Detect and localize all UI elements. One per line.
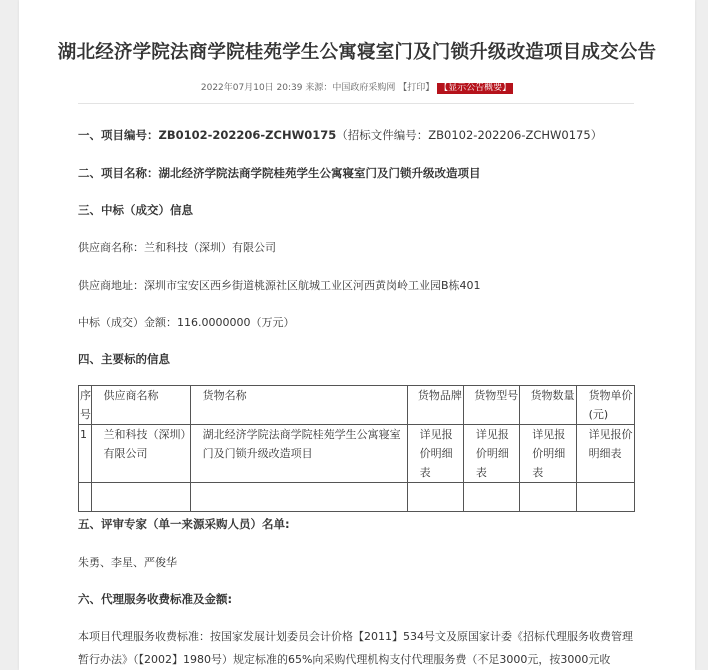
table-cell: 兰和科技（深圳）有限公司 xyxy=(91,425,190,483)
announcement-page xyxy=(19,0,695,670)
tender-document-number: （招标文件编号：ZB0102-202206-ZCHW0175） xyxy=(336,128,603,142)
table-cell: 详见报价明细表 xyxy=(463,425,519,483)
table-header-cell: 货物数量 xyxy=(520,386,576,425)
table-cell: 详见报价明细表 xyxy=(520,425,576,483)
table-header-row xyxy=(79,386,635,425)
section-main-items-heading: 四、主要标的信息 xyxy=(78,352,170,366)
meta-line xyxy=(19,80,695,94)
section-award-info-heading: 三、中标（成交）信息 xyxy=(78,203,193,217)
show-summary-button[interactable]: 【显示公告概要】 xyxy=(439,83,512,93)
table-cell: 1 xyxy=(79,425,92,483)
section-review-experts-heading: 五、评审专家（单一来源采购人员）名单: xyxy=(78,517,290,531)
date-source: 2022年07月10日 20:39 来源：中国政府采购网 xyxy=(200,83,396,93)
table-cell: 详见报价明细表 xyxy=(576,425,634,483)
table-header-cell: 货物品牌 xyxy=(407,386,463,425)
agency-fee-text-line2: 暂行办法》（【2002】1980号）规定标准的65%向采购代理机构支付代理服务费（不足3000元，按3000元收 xyxy=(78,653,611,666)
section-project-number xyxy=(78,127,602,143)
project-number-heading: 一、项目编号：ZB0102-202206-ZCHW0175 xyxy=(78,128,337,142)
main-items-table xyxy=(78,385,635,512)
table-cell: 详见报价明细表 xyxy=(407,425,463,483)
table-header-cell: 货物型号 xyxy=(463,386,519,425)
page-title: 湖北经济学院法商学院桂苑学生公寓寝室门及门锁升级改造项目成交公告 xyxy=(57,42,657,63)
supplier-address: 供应商地址：深圳市宝安区西乡街道桃源社区航城工业区河西黄岗岭工业园B栋401 xyxy=(78,279,481,292)
table-row xyxy=(79,425,635,483)
print-link[interactable]: 【打印】 xyxy=(398,83,435,93)
header-divider xyxy=(78,103,634,104)
section-project-name: 二、项目名称：湖北经济学院法商学院桂苑学生公寓寝室门及门锁升级改造项目 xyxy=(78,166,481,180)
agency-fee-text-line1: 本项目代理服务收费标准：按国家发展计划委员会计价格【2011】534号文及原国家计委《招标代理服务收费管理 xyxy=(78,630,633,643)
review-experts-names: 朱勇、李星、严俊华 xyxy=(78,556,177,569)
supplier-name: 供应商名称：兰和科技（深圳）有限公司 xyxy=(78,241,276,254)
table-empty-row xyxy=(79,483,635,512)
table-header-cell: 货物名称 xyxy=(190,386,407,425)
table-header-cell: 货物单价(元) xyxy=(576,386,634,425)
section-agency-fee-heading: 六、代理服务收费标准及金额: xyxy=(78,592,233,606)
award-amount: 中标（成交）金额：116.0000000（万元） xyxy=(78,316,295,329)
table-cell: 湖北经济学院法商学院桂苑学生公寓寝室门及门锁升级改造项目 xyxy=(190,425,407,483)
table-header-cell: 供应商名称 xyxy=(91,386,190,425)
table-header-cell: 序号 xyxy=(79,386,92,425)
